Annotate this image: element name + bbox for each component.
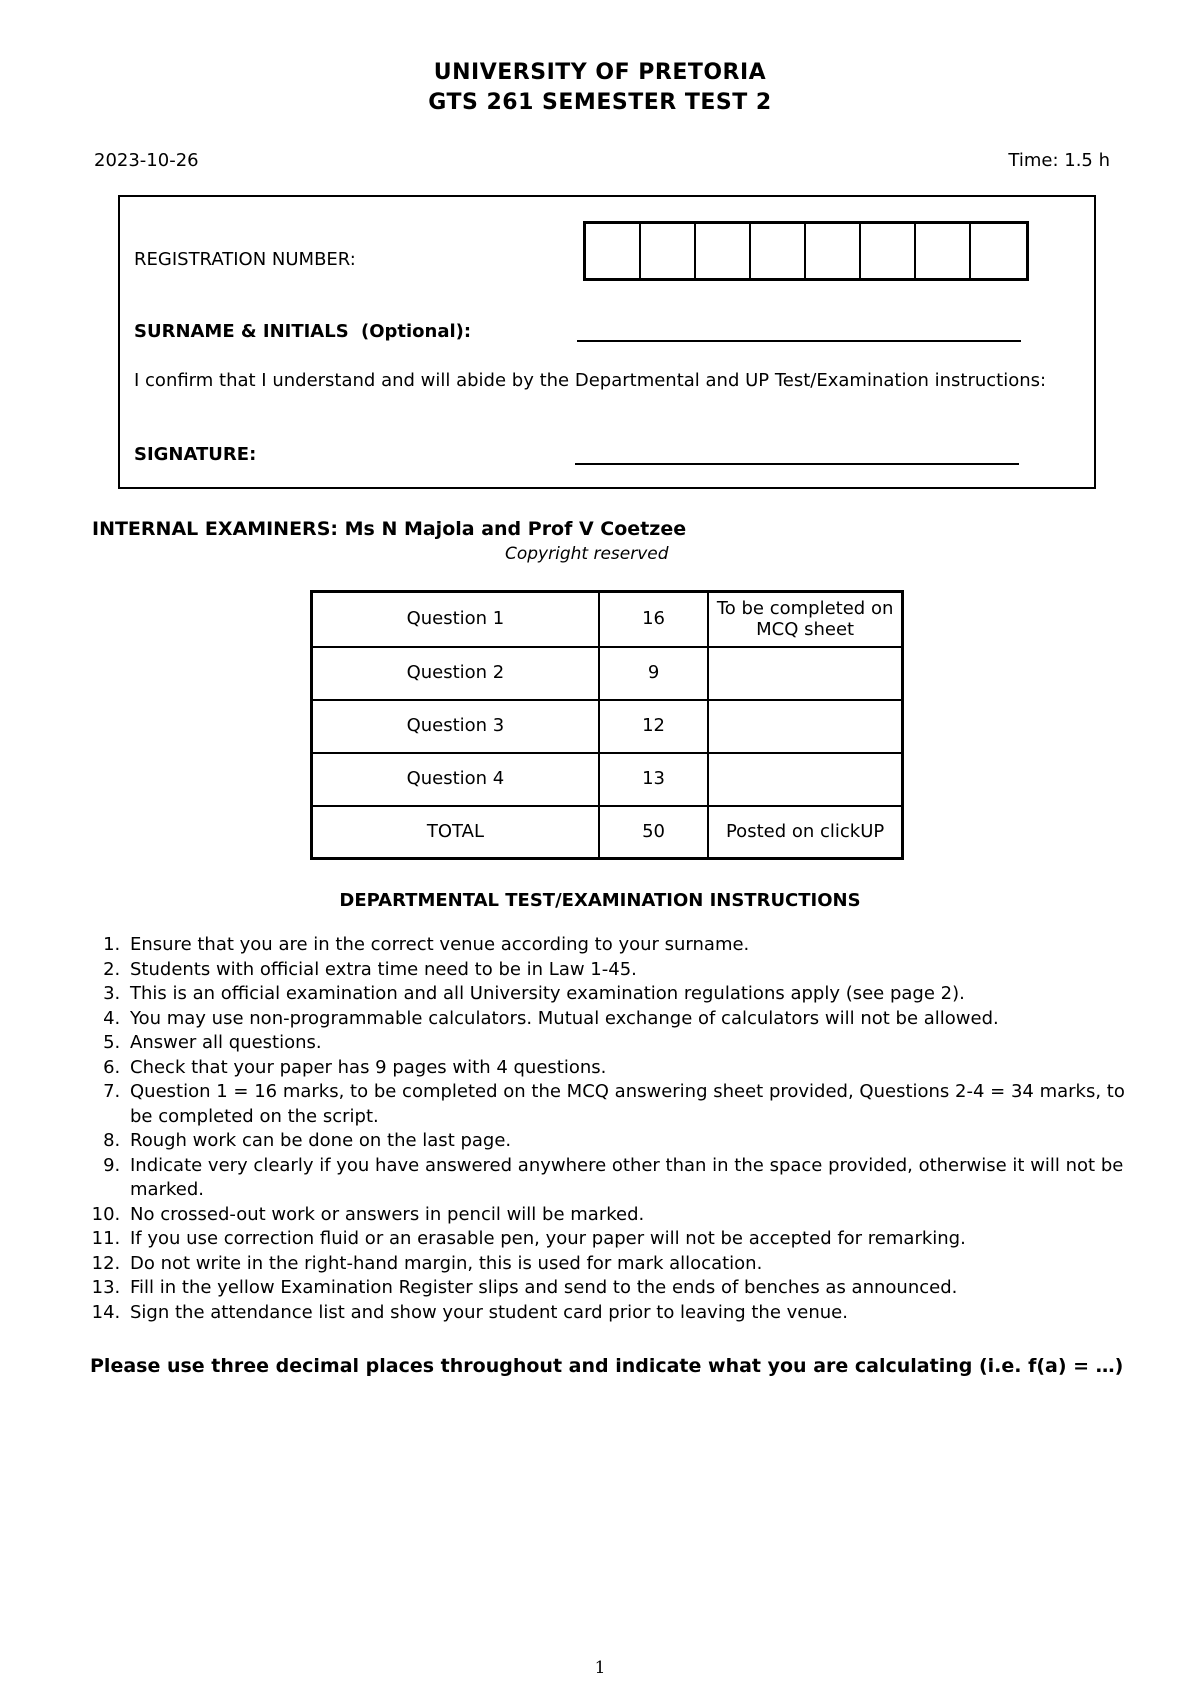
university-title: UNIVERSITY OF PRETORIA — [433, 60, 767, 85]
marks-cell: 50 — [599, 806, 708, 859]
note-cell: Posted on clickUP — [708, 806, 902, 859]
page-number: 1 — [594, 1658, 606, 1678]
table-row — [312, 647, 903, 700]
registration-digit-cell[interactable] — [641, 224, 696, 278]
registration-digit-cell[interactable] — [916, 224, 971, 278]
registration-digit-cell[interactable] — [806, 224, 861, 278]
list-item: 7. Question 1 = 16 marks, to be completed on the MCQ answering sheet provided, Questions 2-4 = 34 marks, to be completed on the script. — [126, 1080, 1146, 1129]
list-item: 9. Indicate very clearly if you have answered anywhere other than in the space provided, otherwise it will not be marked. — [126, 1154, 1146, 1203]
list-item: 3. This is an official examination and all University examination regulations apply (see page 2). — [126, 982, 1146, 1007]
marks-cell: 12 — [599, 700, 708, 753]
list-item: 5. Answer all questions. — [126, 1031, 1146, 1056]
question-cell: Question 3 — [312, 700, 599, 753]
question-cell: Question 2 — [312, 647, 599, 700]
registration-digit-cell[interactable] — [586, 224, 641, 278]
examiners-label: INTERNAL EXAMINERS: — [92, 518, 338, 540]
note-cell — [708, 700, 902, 753]
registration-number-label: REGISTRATION NUMBER: — [134, 249, 356, 270]
surname-initials-label — [134, 321, 471, 342]
list-item: 8. Rough work can be done on the last page. — [126, 1129, 1146, 1154]
note-cell: To be completed on MCQ sheet — [708, 592, 902, 647]
test-date: 2023-10-26 — [94, 150, 199, 171]
question-cell: Question 4 — [312, 753, 599, 806]
note-cell — [708, 647, 902, 700]
list-item: 2. Students with official extra time need to be in Law 1-45. — [126, 958, 1146, 983]
table-row — [312, 753, 903, 806]
list-item: 6. Check that your paper has 9 pages with 4 questions. — [126, 1056, 1146, 1081]
examiners-names: Ms N Majola and Prof V Coetzee — [344, 518, 687, 540]
confirmation-statement: I confirm that I understand and will abide by the Departmental and UP Test/Examination instructions: — [134, 370, 1047, 391]
test-duration: Time: 1.5 h — [1008, 150, 1110, 171]
list-item: 11. If you use correction fluid or an erasable pen, your paper will not be accepted for remarking. — [126, 1227, 1146, 1252]
marks-cell: 13 — [599, 753, 708, 806]
signature-input-line[interactable] — [575, 463, 1019, 465]
question-cell: Question 1 — [312, 592, 599, 647]
decimal-places-note: Please use three decimal places throughout and indicate what you are calculating (i.e. f(a) = …) — [90, 1355, 1124, 1377]
list-item: 14. Sign the attendance list and show your student card prior to leaving the venue. — [126, 1301, 1146, 1326]
table-row — [312, 806, 903, 859]
test-title: GTS 261 SEMESTER TEST 2 — [428, 90, 772, 115]
list-item: 1. Ensure that you are in the correct venue according to your surname. — [126, 933, 1146, 958]
surname-input-line[interactable] — [577, 340, 1021, 342]
registration-digit-cell[interactable] — [861, 224, 916, 278]
registration-digit-cell[interactable] — [696, 224, 751, 278]
signature-label: SIGNATURE: — [134, 444, 257, 465]
list-item: 12. Do not write in the right-hand margin, this is used for mark allocation. — [126, 1252, 1146, 1277]
surname-label-text: SURNAME & INITIALS — [134, 321, 349, 342]
list-item: 10. No crossed-out work or answers in pencil will be marked. — [126, 1203, 1146, 1228]
registration-digit-cell[interactable] — [971, 224, 1026, 278]
internal-examiners — [92, 518, 686, 540]
table-row — [312, 592, 903, 647]
question-cell: TOTAL — [312, 806, 599, 859]
marks-table — [310, 590, 904, 860]
list-item: 4. You may use non-programmable calculators. Mutual exchange of calculators will not be allowed. — [126, 1007, 1146, 1032]
list-item: 13. Fill in the yellow Examination Register slips and send to the ends of benches as announced. — [126, 1276, 1146, 1301]
note-cell — [708, 753, 902, 806]
marks-cell: 9 — [599, 647, 708, 700]
optional-label-text: (Optional): — [360, 321, 472, 342]
registration-number-cells[interactable] — [583, 221, 1029, 281]
marks-cell: 16 — [599, 592, 708, 647]
instructions-heading: DEPARTMENTAL TEST/EXAMINATION INSTRUCTIONS — [339, 890, 861, 911]
instructions-list — [88, 933, 1146, 1325]
registration-digit-cell[interactable] — [751, 224, 806, 278]
table-row — [312, 700, 903, 753]
copyright-notice: Copyright reserved — [505, 544, 669, 564]
